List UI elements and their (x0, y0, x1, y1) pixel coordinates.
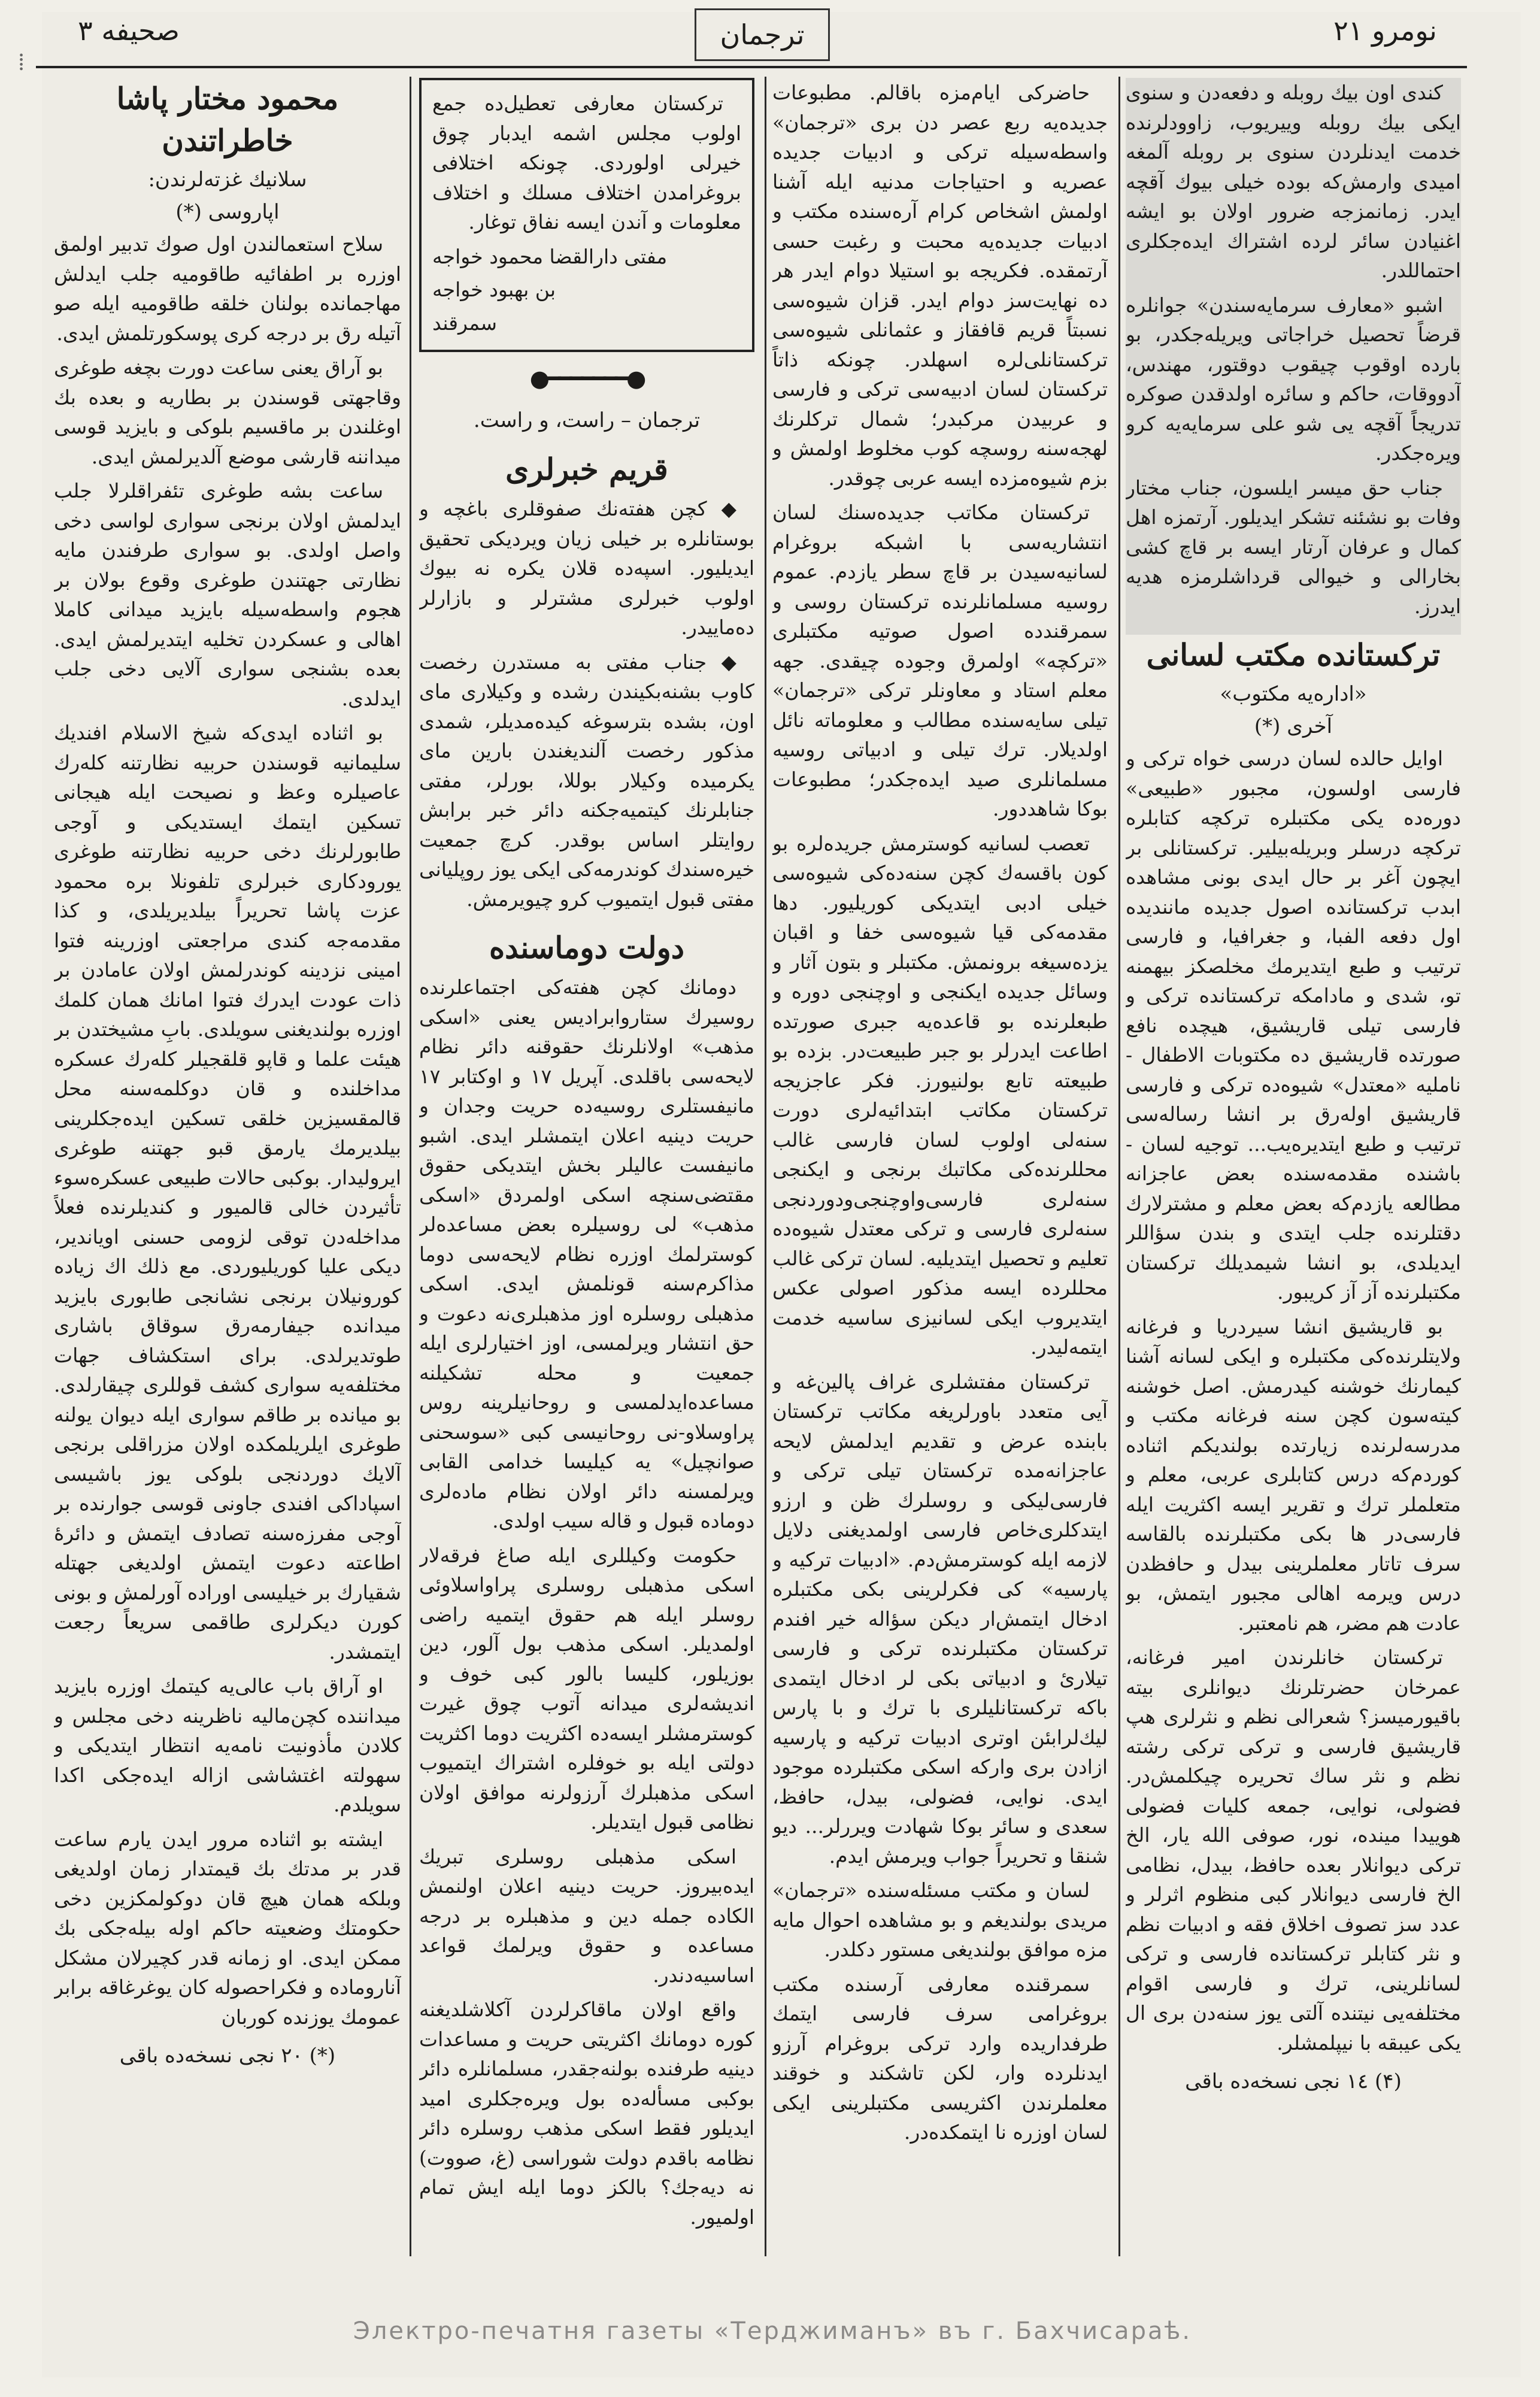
article-title: محمود مختار پاشا خاطراتندن (116, 81, 339, 158)
issue-number: نومرو ۲۱ (1333, 14, 1437, 47)
signature-line: مفتی دارالقضا محمود خواجه (432, 244, 668, 268)
article-paragraph: ساعت بشه طوغری تئفراقلرلا جلب ایدلمش اولان برنجی سواری لواسی دخی واصل اولدی. بو سواری طرفندن مایه نظارتی جهتندن طوغری وقوع بولان بر هجوم واسطه‌سیله بایزید میدانی کاملا اهالی و عسکردن تخلیه ایتدیرلمش ایدی. بعده بشنجی سواری آلایی دخی جلب ایدلدی. (54, 479, 401, 710)
article-paragraph: واقع اولان ماقاکرلردن آکلاشلدیغنه کوره دومانك اکثریتی حریت و مساعدات دینیه طرفنده بولنه‌جقدر، مسلمانلره دائر بوکبی مسأله‌ده بول ویره‌جکلری امید ایدیلور فقط اسکی مذهب روسلره دائر نظامه باقدم دولت شوراسی (غ، صووت) نه دیه‌جك؟ بالکز دوما ایله ایش تمام اولمیور. (419, 1998, 754, 2229)
column-4 (54, 78, 401, 2246)
article-paragraph: بو اثناده ایدی‌که شیخ الاسلام افندیك سلیمانیه قوسندن حربیه نظارتنه کله‌رك عاصیلره وعظ و نصیحت ایله هیجانی تسکین ایتمك ایستدیکی و آوجی طابورلرنك دخی حربیه نظارتنه طوغری یورودکاری خبرلری تلفونلا بره محمود عزت پاشا تحریراً بیلدیریلدی، و کذا مقدمه‌جه کندی مراجعتی اوزرینه فتوا امینی نزدینه کوندرلمش اولان عامادن بر ذات عودت ایدرك فتوا امانك همان کلمك اوزره بولندیغنی سویلدی. بابِ مشیختدن بر هیئت علما و قاپو قلقجیلر کله‌رك عسکره مداخلنده و قان دوکلمه‌سنه محل قالمقسیزین خلقی تسکین ایده‌جکلرینی بیلدیرمك یارمق قبو جهتنه طوغری ایرولیدار. بوکبی حالات طبیعی عسکره‌سوء تأثیردن خالی قالمیور و کندیلرنده فعلاً مداخله‌دن توقی لزومی حسنی اویاندیر، دیکی علیا کوریلیوردی. مع ذلك اك زیاده کورونیلان برنجی نشانجی طابوری بایزید میدانده جیفارمه‌رق سوقاق باشاری طوتدیرلدی. برای استکشاف جهات مختلفه‌یه سواری کشف قوللری چیقارلدی. بو میانده بر طاقم سواری ایله دیوان یولنه طوغری ایلریلمکده اولان مزراقلی برنجی آلایك دوردنجی بلوکی یوز باشیسی اسپاداکی افندی جاونی قوسی جوارنده بر آوجی مفرزه‌سنه تصادف ایتمش و دائرهٔ اطاعته دعوت ایتمش اولدیغی جهتله شقیارك بر خیلیسی اوراده آورلمش و بونی کورن دیکرلری طاقمی سریعاً رجعت ایتمشدر. (54, 721, 401, 1663)
continued-note: (*) ٢٠ نجی نسخه‌ده باقی (119, 2044, 336, 2068)
article-paragraph: ترکستان خانلرندن امیر فرغانه، عمرخان حضرتلرنك دیوانلری بیته باقیورمیسز؟ شعرالی نظم و نثرلری هپ قاریشیق فارسی و ترکی ترکی رشته نظم و نثر ساك تحریره چیکلمش‌در. فضولی، نوایی، جمعه کلیات فضولی هوییدا مینده، نور، صوفی الله یار، الخ ترکی دیوانلار بعده حافظ، بیدل، نظامی الخ فارسی دیوانلار کبی منظوم اثرلر و عدد سز تصوف اخلاق فقه و ادبیات نظم و نثر کتابلر ترکستانده فارسی و ترکی لسانلرینی، ترك و فارسی اقوام مختلفه‌یی نیتنده آلتی یوز سنه‌دن بری ال یکی عیبقه با نیپلمشلر. (1126, 1646, 1461, 2054)
column-divider (410, 77, 411, 2256)
article-part: آخری (*) (1254, 714, 1333, 738)
article-paragraph: حکومت وکیللری ایله صاغ فرقه‌لار اسکی مذهبلی روسلری پراواسلاوئی روسلر ایله هم حقوق ایتمیه راضی اولمدیلر. اسکی مذهب بول آلور، دین بوزیلور، کلیسا بالور کبی خوف و اندیشه‌لری میدانه آتوب چوق غیرت کوسترمشلر ایسه‌ده اکثریت دوما اکثریت دولتی ایله بو خوفلره اشتراك ایتمیوب اسکی مذهبلرك آرزولرنه موافق اولان نظامی قبول ایتدیلر. (419, 1543, 754, 1834)
continued-note: (۴) ١٤ نجی نسخه‌ده باقی (1185, 2069, 1402, 2093)
article-source: سلانیك غزته‌لرندن: (148, 168, 307, 192)
news-item: ◆ کچن هفته‌نك صفوقلری باغچه و بوستانلره بر خیلی زیان ویردیکی تحقیق ایدیلیور. اسپه‌ده قلان یکره نه بیوك اولوب خبرلری مشترلر و بازارلر ده‌ماییدر. (419, 497, 754, 639)
article-paragraph: اسکی مذهبلی روسلری تبریك ایده‌بیروز. حریت دینیه اعلان اولنمش الکاده جمله دین و مذهبلره بر درجه مساعده و حقوق ویرلمك قواعد اساسیه‌دندر. (419, 1844, 754, 1987)
column-3 (419, 78, 754, 2246)
column-divider (1118, 77, 1120, 2256)
intro-paragraph: کندی اون بیك روبله و دفعه‌دن و سنوی ایکی بیك روبله وییریوب، زاوودلرنده خدمت ایدنلردن سنوی بر روبله آلمغه امیدی وارمش‌که بوده خیلی بیوك آقچه ایدر. زمانمزجه ضرور اولان بو ایشه اغنیادن سائر لرده اشتراك ایده‌جکلری احتماللدر. (1126, 81, 1461, 282)
article-title: ترکستانده مکتب لسانی (1146, 637, 1441, 672)
article-paragraph: او آراق باب عالی‌یه کیتمك اوزره بایزید میداننده کچن‌مالیه ناظرینه دخی مجلس و کلادن مأذونیت نامه‌یه انتظار ایتدیکی و سهولته اغتشاشی ازاله ایده‌جکی اکدا سویلدم. (54, 1674, 401, 1816)
paper-name-box: ترجمان (695, 8, 830, 61)
article-part: اپاروسی (*) (175, 199, 280, 224)
margin-mark: ⁞ (18, 49, 25, 76)
editor-note: ترجمان – راست، و راست. (473, 408, 701, 432)
box-paragraph: ترکستان معارفی تعطیل‌ده جمع اولوب مجلس اشمه ایدبار چوق خیرلی اولوردی. چونکه اختلافی بروغرامدن اختلاف مسلك و اختلاف معلومات و آندن ایسه نفاق توغار. (432, 92, 741, 234)
masthead (0, 8, 1479, 62)
article-paragraph: اوایل حالده لسان درسی خواه ترکی و فارسی اولسون، مجبور «طبیعی» دوره‌ده یکی مکتبلره ترکچه کتابلره ترکچه درسلر وبریله‌بیلیر. ترکستانلی بر ایچون آغر بر حال ایدی بونی مشاهده ابدب ترکستانده اصول جدیده مانندیده اول دفعه الفبا، و جغرافیا، و فارسی ترتیب و طبع ایتدیرمك مخلصکز بیهمنه تو، شدی و مادامکه ترکستانده ترکی و فارسی تیلی قاریشیق، هیچده نافع صورتده قاریشیق ده مکتوبات الاطفال - ناملیه «معتدل» شیوه‌ده ترکی و فارسی قاریشیق اوله‌رق بر انشا رساله‌سی ترتیب و طبع ایتدیره‌یب... توجیه لسان - باشنده مقدمه‌سنده بعض عاجزانه مطالعه یازدم‌که بعض معلم و مشترلارك دقتلرنده جلب ایتدی و بندن سؤاللر ایدیلدی، بو انشا شیمدیلك ترکستان مکتبلرنده آز آز کریبور. (1126, 747, 1461, 1304)
column-2 (772, 78, 1108, 2246)
boxed-letter (419, 78, 754, 352)
column-1 (1126, 78, 1461, 2246)
article-subtitle: «اداره‌یه مکتوب» (1220, 682, 1367, 706)
article-paragraph: سلاح استعمالندن اول صوك تدبیر اولمق اوزره بر اطفائیه طاقومیه جلب ایدلش مهاجمانده بولنان خلقه طاقومیه ایله صو آتیله رق بر درجه کری پوسکورتلمش ایدی. (54, 232, 401, 345)
intro-paragraph: اشبو «معارف سرمایه‌سندن» جوانلره قرضاً تحصیل خراجاتی ویریله‌جکدر، بو بارده اوقوب چیقوب دوقتور، مهندس، آدووقات، حاکم و سائره اولدقدن صوکره تدریجاً آقچه یی شو علی سرمایه‌یه کرو ویره‌جکدر. (1126, 293, 1461, 465)
article-paragraph: حاضرکی ایام‌مزه باقالم. مطبوعات جدیده‌یه ربع عصر دن بری «ترجمان» واسطه‌سیله ترکی و ادبیات جدیده عصریه و احتیاجات مدنیه ایله آشنا اولمش اشخاص کرام آره‌سنده مکتب و ادبیات جدیده‌یه محبت و رغبت حسی آرتمقده. فکریجه بو استیلا دوام ایدر هر ده نهایت‌سز دوام ایدر. قزان شیوه‌سی نسبتاً قریم قافقاز و عثمانلی شیوه‌سی ترکستانلی‌لره اسهلدر. چونکه ذاتاً ترکستان لسان ادبیه‌سی ترکی و فارسی و عربیدن مرکبدر؛ شمال ترکلرنك لهجه‌سنه روسچه کوب مخلوط اولمش و بزم شیوه‌مزده ایسه عربی چوقدر. (772, 81, 1108, 490)
article-paragraph: ترکستان مکاتب جدیده‌سنك لسان انتشاریه‌سی با اشبکه بروغرام لسانیه‌سیدن بر قاچ سطر یازدم. عموم روسیه مسلمانلرنده ترکستان روسی و سمرقند‌ده اصول صوتیه مکتبلری «ترکچه» اولمرق وجوده چیقدی. جهه معلم استاد و معاونلر ترکی «ترجمان» تیلی سایه‌سنده مطالب و معلوماته نائل اولدیلار. ترك تیلی و ادبیاتی روسیه مسلمانلری صید ایده‌جکدر؛ مطبوعات بوکا شاهددور. (772, 501, 1108, 820)
printer-footer: Электро-печатня газеты «Терджиманъ» въ г. Бахчисараѣ. (353, 2317, 1192, 2345)
article-paragraph: سمرقنده معارفی آرسنده مکتب بروغرامی سرف فارسی ایتمك طرفداریده وارد ترکی بروغرام آرزو ایدنلرده وار، لکن تاشکند و خوقند معلملرندن اکثریسی مکتبلرینی ایکی لسان اوزره نا ایتمکده‌در. (772, 1972, 1108, 2144)
news-item: ◆ جناب مفتی به مستدرن رخصت کاوب بشنه‌بکیندن رشده و وکیلاری مای اون، بشده بترسوغه کیده‌مدیلر، شمدی مذکور رخصت آلندیغندن بارین مای یکرمیده وکیلار بوللا، بورلر، مفتی جنابلرنك کیتمیه‌جکنه دائر خبر برابش روایتلر اساس بوقدر. کرچ جمعیت خیره‌سندك کوندرمه‌کی ایکی یوز روپلیانی مفتی قبول ایتمیوب کرو چیویرمش. (419, 650, 754, 911)
signature-place: سمرقند (432, 311, 497, 335)
page-label: صحیفه ۳ (78, 14, 180, 47)
ornament-divider: ●━━━━━━━● (529, 365, 644, 392)
article-paragraph: تعصب لسانیه کوسترمش جریده‌لره بو کون باقسه‌ك کچن سنه‌ده‌کی شیوه‌سی خیلی ادبی ایتدیکی کوریلیور. دها مقدمه‌کی قیا شیوه‌سی خفا و اقبان یزده‌سیغه برونمش. مکتبلر و بتون آثار و وسائل جدیده ایکنجی و اوچنجی دوره و طبعلرنده بو قاعده‌یه جبری صورتده اطاعت ایدرلر بو جبر طبیعت‌در. بزده بو طبیعته تابع بولنیورز. فکر عاجزیجه ترکستان مکاتب ابتدائیه‌لری دورت سنه‌لی اولوب لسان فارسی غالب محللرنده‌کی مکاتبك برنجی و ایکنجی سنه‌لری فارسی‌واوچنجی‌ودوردنجی سنه‌لری فارسی و ترکی معتدل شیوه‌ده تعلیم و تحصیل ایتدیلیه. لسان ترکی غالب محللرده ایسه مذکور اصولی عکس ایتدیروب ایکی لسانیزی ساسیه خدمت ایتمه‌لیدر. (772, 831, 1108, 1359)
column-divider (765, 77, 766, 2256)
intro-paragraph: جناب حق میسر ایلسون، جناب مختار وفات بو نشئنه تشکر ایدیلور. آرتمزه اهل کمال و عرفان آرتار ایسه بر قاچ کشی بخارالی و خیوالی قرداشلرمزه هدیه ایدرز. (1126, 475, 1461, 618)
signature-line: بن بهبود خواجه (432, 278, 556, 301)
article-paragraph: دومانك کچن هفته‌کی اجتماعلرنده روسیرك ستاروابرادیس یعنی «اسکی مذهب» اولانلرنك حقوقنه دائر نظام لایحه‌سی باقلدی. آپریل ١٧ و اوکتابر ١٧ مانیفستلری روسیه‌ده حریت وجدان و حریت دینیه اعلان ایتمشلر ایدی. اشبو مانیفست عالیلر بخش ایتدیکی حقوق مقتضی‌سنچه اسکی اولمردق «اسکی مذهب» لی روسیلره بعض مساعده‌لر کوسترلمك اوزره نظام لایحه‌سی دوما مذاکرم‌سنه قونلمش ایدی. اسکی مذهبلی روسلره اوز مذهبلری‌نه دعوت و حق انتشار ویرلمسی، اوز اختیارلری ایله جمعیت و محله تشکیلنه مساعده‌ایدلمسی و روحانیلرینه روس پراوسلاو-نی روحانیسی کبی «سوسحنی صوانچیل» یه کیلیسا خدامی القابی ویرلمسنه دائر اولان نظام ماده‌لری دوماده قبول و قاله سیب اولدی. (419, 975, 754, 1532)
article-paragraph: بو قاریشیق انشا سیردریا و فرغانه ولایتلرنده‌کی مکتبلره و ایکی لسانه آشنا کیمارنك خوشنه کیدرمش. اصل خوشنه کیته‌سون کچن سنه فرغانه مکتب و مدرسه‌لرنده زیارتده بولندیکم اثناده کوردم‌که درس کتابلری عربی، معلم و متعلملر ترك و تقریر ایسه اکثریت ایله فارسی‌در ها بکی مکتبلرنده بالقاسه سرف تاتار معلملرینی بیدل و حافظدن درس ویرمه اهالی مجبور ایتمش، بو عادت هم مضر، هم نامعتبر. (1126, 1314, 1461, 1635)
article-paragraph: بو آراق یعنی ساعت دورت بچغه طوغری وقاجهتی قوسندن بر بطاریه و بعده بك اوغلندن بر ماقسیم بلوکی و بایزید قوسی میداننه قارشی موضع آلدیرلمش ایدی. (54, 356, 401, 468)
article-paragraph: ایشته بو اثناده مرور ایدن یارم ساعت قدر بر مدتك بك قیمتدار زمان اولدیغی وبلکه همان هیچ قان دوکولمکزین دخی حکومتك وضعیته حاکم اوله بیله‌جکی بك ممکن ایدی. او زمانه قدر کچیرلان مشکل آناروماده و فکراحصوله کان یوغرغاقه برابر عمومك یوزنده کوربان (54, 1827, 401, 2029)
article-paragraph: ترکستان مفتشلری غراف پالین‌غه و آیی متعدد باورلریغه مکاتب ترکستان بابنده عرض و تقدیم ایدلمش لایحه عاجزانه‌مده ترکستان تیلی ترکی و فارسی‌لیکی و روسلرك ظن و ارزو ایتدکلری‌خاص فارسی اولمدیغنی دلایل لازمه ایله کوسترمش‌دم. «ادبیات ترکیه و پارسیه» کی فکرلرینی بکی مکتبلره ادخال ایتمش‌ار دیکن سؤاله خیر افندم ترکستان مکتبلرنده ترکی و فارسی تیلارئ و ادبیاتی بکی لر ادخال ایتمدی باکه ترکستانلیلری با ترك و با پارس لیك‌لرابئن اوتری ادبیات ترکیه و پارسیه ازادن بری وارکه اسکی مکتبلرده موجود ایدی. نوایی، فضولی، بیدل، حافظ، سعدی و سائر بوکا شهادت ویررلر... دیو شنقا و تحریراً جواب ویرمش ایدم. (772, 1369, 1108, 1868)
section-title: دولت دوماسنده (489, 930, 684, 965)
header-rule (36, 66, 1467, 68)
section-title: قریم خبرلری (505, 451, 668, 487)
article-paragraph: لسان و مکتب مسئله‌سنده «ترجمان» مریدی بولندیغم و بو مشاهده احوال مایه مزه موافق بولندیغی مستور دکلدر. (772, 1878, 1108, 1961)
